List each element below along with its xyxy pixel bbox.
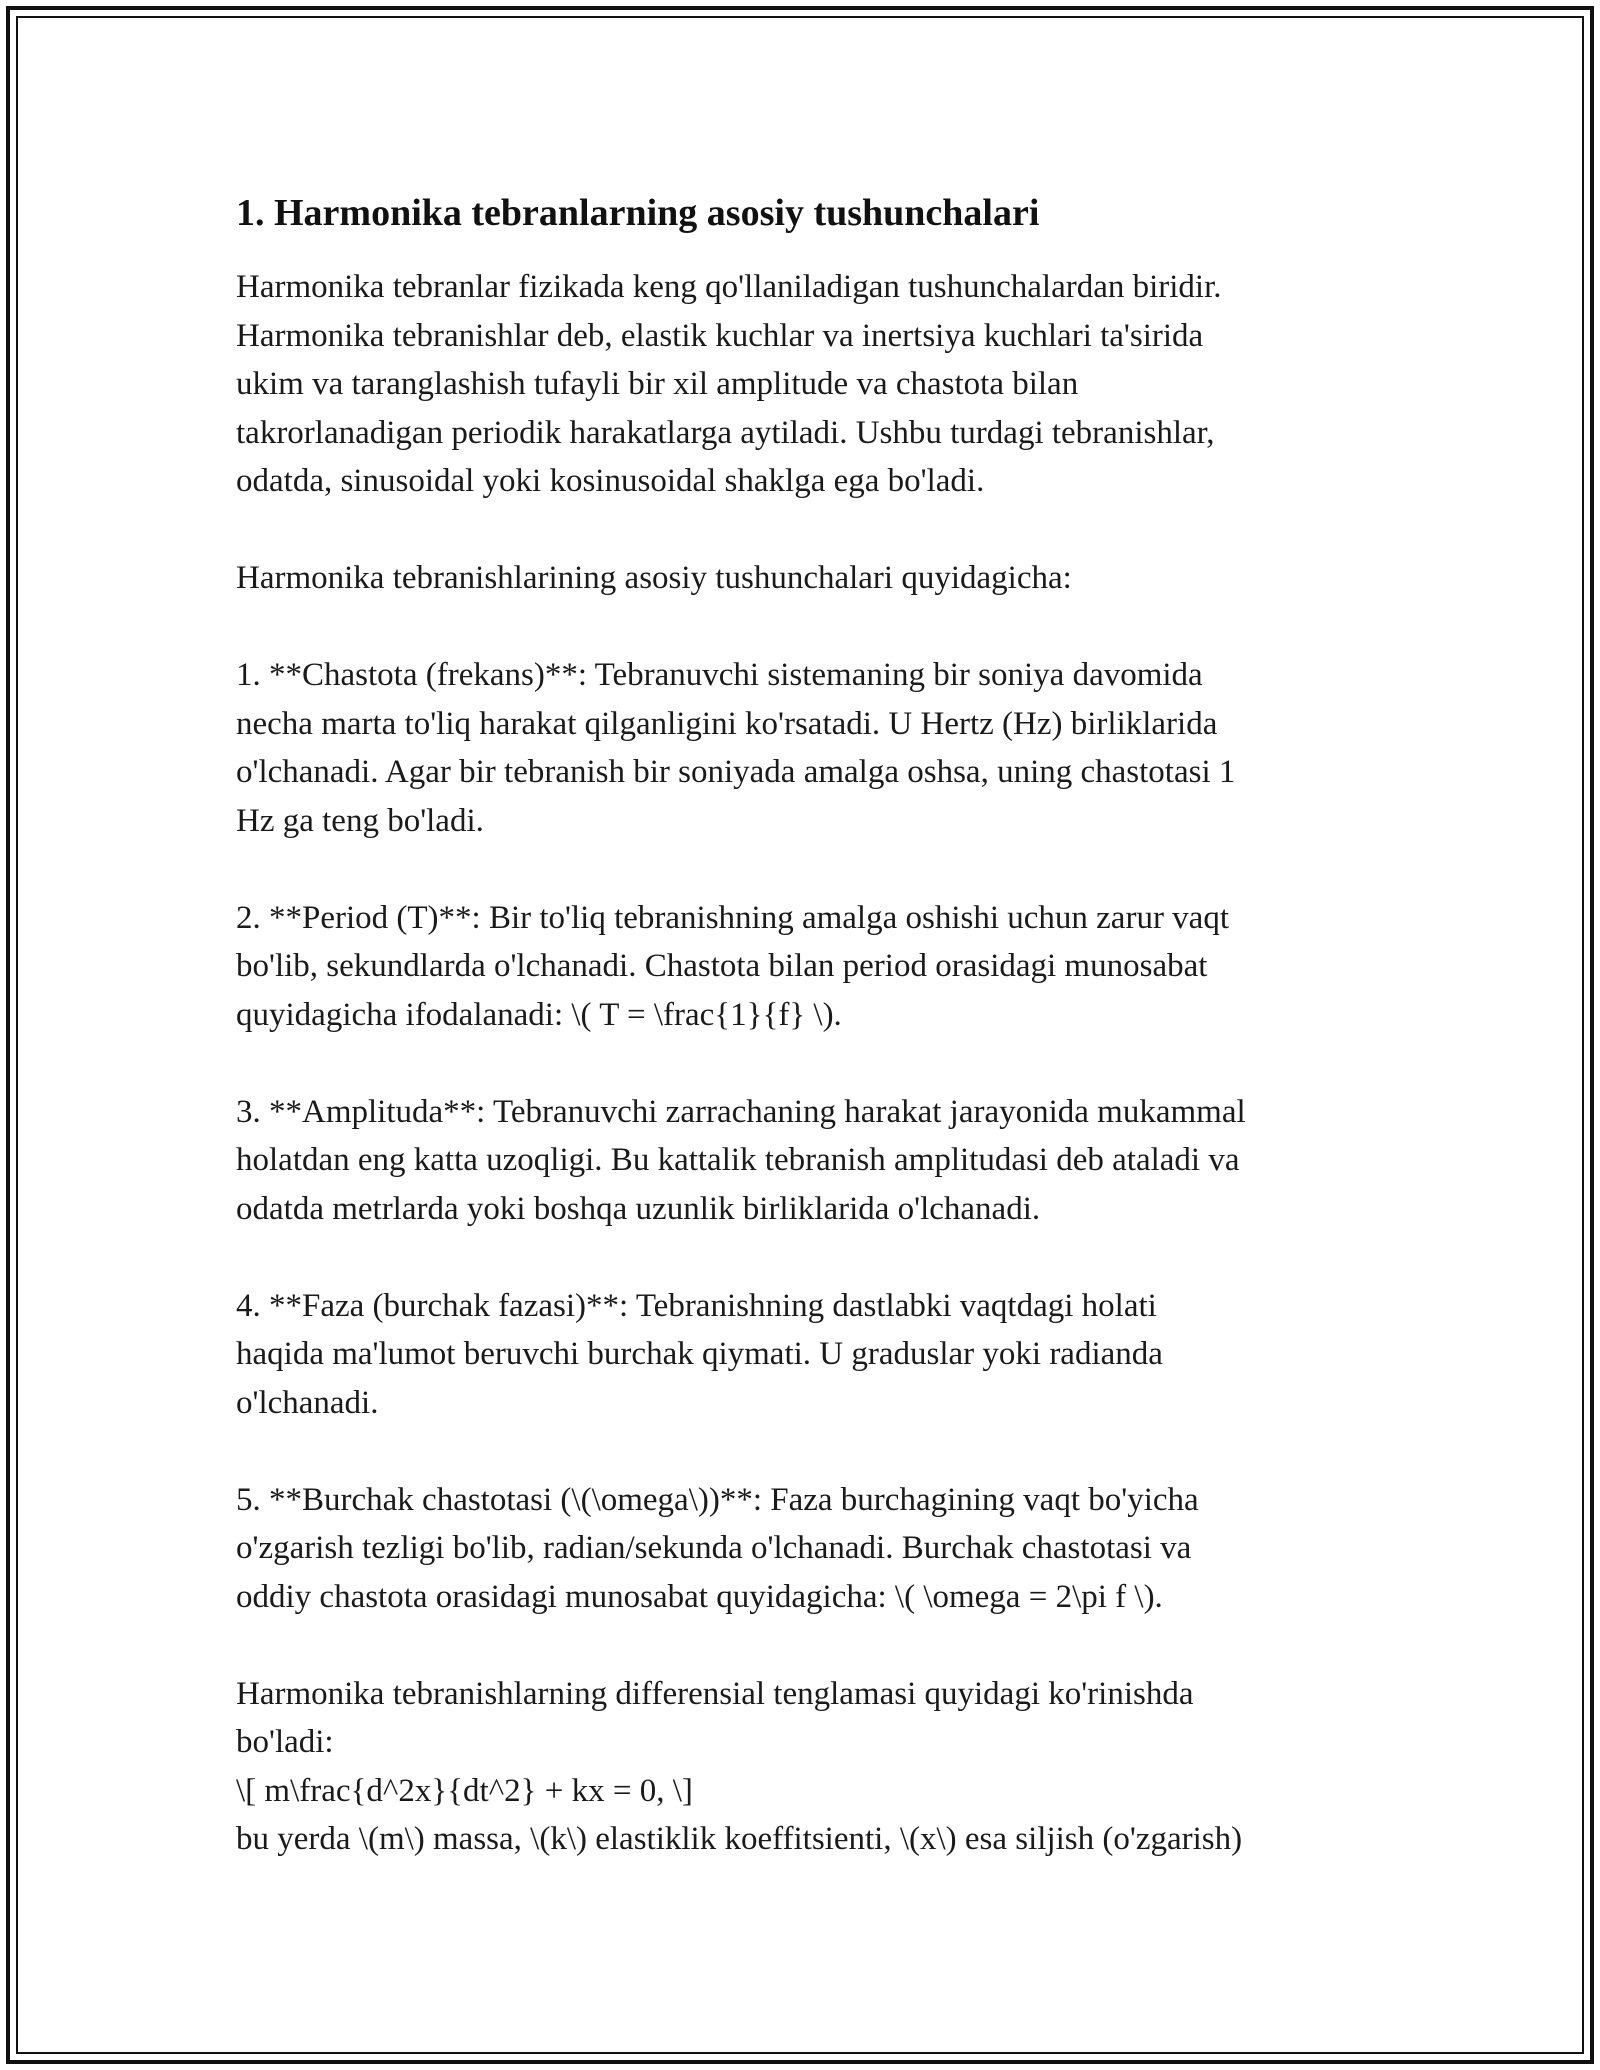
- section-heading: 1. Harmonika tebranlarning asosiy tushunchalari: [236, 192, 1040, 234]
- intro-paragraph: Harmonika tebranlar fizikada keng qo'llaniladigan tushunchalardan biridir. Harmonika tebranishlar deb, elastik kuchlar va inertsiya kuchlari ta'sirida ukim va taranglashish tufayli bir xil amplitude va chastota bilan takrorlanadigan periodik harakatlarga aytiladi. Ushbu turdagi tebranishlar, odatda, sinusoidal yoki kosinusoidal shaklga ega bo'ladi.: [236, 269, 1222, 499]
- paragraph-spacer: [236, 1233, 1386, 1282]
- paragraph-spacer: [236, 845, 1386, 894]
- concepts-intro-paragraph: Harmonika tebranishlarining asosiy tushunchalari quyidagicha:: [236, 560, 1072, 596]
- item-amplitude: 3. **Amplituda**: Tebranuvchi zarrachaning harakat jarayonida mukammal holatdan eng katta uzoqligi. Bu kattalik tebranish amplitudasi deb ataladi va odatda metrlarda yoki boshqa uzunlik birliklarida o'lchanadi.: [236, 1093, 1246, 1227]
- item-period: 2. **Period (T)**: Bir to'liq tebranishning amalga oshishi uchun zarur vaqt bo'lib, sekundlarda o'lchanadi. Chastota bilan period orasidagi munosabat quyidagicha ifodalanadi: \( T = \frac{1}{f} \).: [236, 899, 1229, 1033]
- paragraph-spacer: [236, 506, 1386, 555]
- item-frequency: 1. **Chastota (frekans)**: Tebranuvchi sistemaning bir soniya davomida necha marta to'liq harakat qilganligini ko'rsatadi. U Hertz (Hz) birliklarida o'lchanadi. Agar bir tebranish bir soniyada amalga oshsa, uning chastotasi 1 Hz ga teng bo'ladi.: [236, 657, 1236, 839]
- item-phase: 4. **Faza (burchak fazasi)**: Tebranishning dastlabki vaqtdagi holati haqida ma'lumot beruvchi burchak qiymati. U graduslar yoki radianda o'lchanadi.: [236, 1287, 1163, 1421]
- paragraph-spacer: [236, 1427, 1386, 1476]
- paragraph-spacer: [236, 1039, 1386, 1088]
- differential-equation-paragraph: Harmonika tebranishlarning differensial tenglamasi quyidagi ko'rinishda bo'ladi: \[ m\frac{d^2x}{dt^2} + kx = 0, \] bu yerda \(m\) massa, \(k\) elastiklik koeffitsienti, \(x\) esa siljish (o'zgarish): [236, 1675, 1243, 1857]
- document-body: [236, 185, 1386, 1864]
- item-angular-frequency: 5. **Burchak chastotasi (\(\omega\))**: Faza burchagining vaqt bo'yicha o'zgarish tezligi bo'lib, radian/sekunda o'lchanadi. Burchak chastotasi va oddiy chastota orasidagi munosabat quyidagicha: \( \omega = 2\pi f \).: [236, 1481, 1199, 1615]
- paragraph-spacer: [236, 1621, 1386, 1670]
- paragraph-spacer: [236, 603, 1386, 652]
